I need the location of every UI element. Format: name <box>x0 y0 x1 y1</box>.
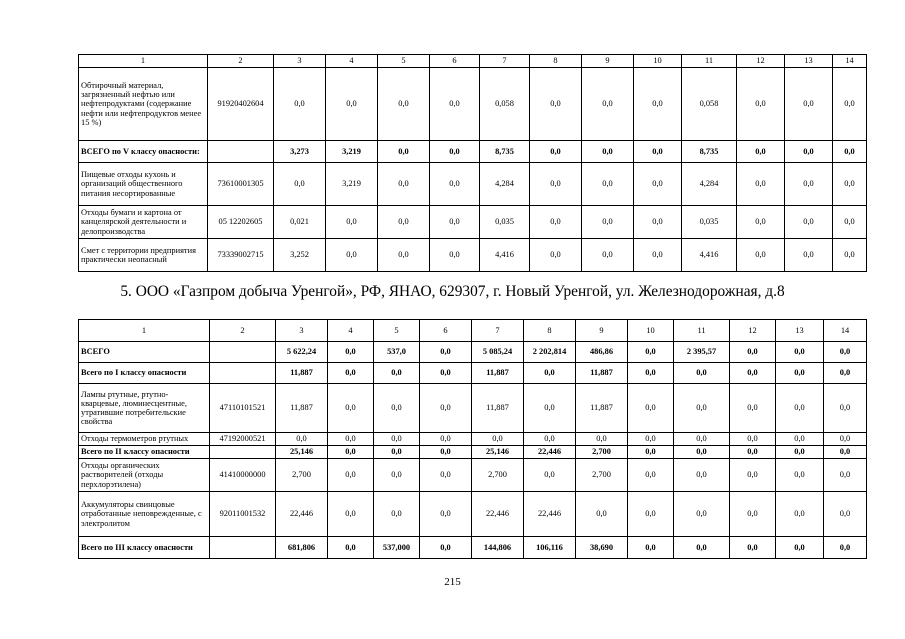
table-row <box>79 492 867 537</box>
value-cell: 11,887 <box>276 363 328 384</box>
value-cell: 0,0 <box>524 433 576 446</box>
value-cell: 0,0 <box>634 68 682 141</box>
value-cell: 0,0 <box>374 459 420 492</box>
value-cell: 0,0 <box>374 433 420 446</box>
value-cell: 0,0 <box>824 492 867 537</box>
column-header: 9 <box>576 320 628 342</box>
value-cell: 11,887 <box>576 384 628 433</box>
value-cell: 0,0 <box>420 492 472 537</box>
value-cell: 0,0 <box>628 342 674 363</box>
value-cell: 4,416 <box>682 239 737 272</box>
value-cell: 3,273 <box>274 141 326 163</box>
value-cell: 2,700 <box>576 446 628 459</box>
value-cell: 0,0 <box>674 459 730 492</box>
value-cell: 0,0 <box>530 163 582 206</box>
waste-name-cell: Всего по II классу опасности <box>79 446 210 459</box>
column-header: 6 <box>430 55 480 68</box>
waste-code-cell: 91920402604 <box>208 68 274 141</box>
value-cell: 0,0 <box>582 206 634 239</box>
value-cell: 0,0 <box>776 446 824 459</box>
value-cell: 2,700 <box>276 459 328 492</box>
table-row <box>79 239 867 272</box>
column-header: 12 <box>737 55 785 68</box>
value-cell: 0,058 <box>682 68 737 141</box>
value-cell: 0,0 <box>737 141 785 163</box>
value-cell: 5 622,24 <box>276 342 328 363</box>
column-header: 13 <box>785 55 833 68</box>
value-cell: 0,0 <box>730 537 776 559</box>
table-row <box>79 206 867 239</box>
waste-name-cell: ВСЕГО <box>79 342 210 363</box>
value-cell: 0,0 <box>730 433 776 446</box>
waste-name-cell: Отходы органических растворителей (отходы перхлорэтилена) <box>79 459 210 492</box>
value-cell: 0,0 <box>628 433 674 446</box>
waste-code-cell: 73610001305 <box>208 163 274 206</box>
table-row <box>79 433 867 446</box>
value-cell: 0,0 <box>420 459 472 492</box>
column-header: 10 <box>628 320 674 342</box>
column-header: 9 <box>582 55 634 68</box>
value-cell: 22,446 <box>524 492 576 537</box>
value-cell: 0,0 <box>824 433 867 446</box>
value-cell: 0,0 <box>628 446 674 459</box>
value-cell: 0,0 <box>634 206 682 239</box>
value-cell: 22,446 <box>524 446 576 459</box>
column-header: 4 <box>326 55 378 68</box>
value-cell: 0,0 <box>674 446 730 459</box>
column-header: 8 <box>530 55 582 68</box>
value-cell: 3,219 <box>326 163 378 206</box>
value-cell: 0,0 <box>326 239 378 272</box>
value-cell: 0,0 <box>730 459 776 492</box>
table-row <box>79 384 867 433</box>
value-cell: 0,0 <box>737 239 785 272</box>
value-cell: 0,0 <box>785 141 833 163</box>
value-cell: 0,0 <box>833 206 867 239</box>
value-cell: 25,146 <box>276 446 328 459</box>
value-cell: 2,700 <box>472 459 524 492</box>
value-cell: 0,0 <box>785 206 833 239</box>
column-header: 4 <box>328 320 374 342</box>
value-cell: 0,0 <box>326 68 378 141</box>
waste-name-cell: Отходы бумаги и картона от канцелярской деятельности и делопроизводства <box>79 206 208 239</box>
value-cell: 3,252 <box>274 239 326 272</box>
value-cell: 0,0 <box>276 433 328 446</box>
waste-name-cell: Всего по III классу опасности <box>79 537 210 559</box>
value-cell: 106,116 <box>524 537 576 559</box>
value-cell: 0,0 <box>776 492 824 537</box>
value-cell: 0,0 <box>730 492 776 537</box>
value-cell: 0,0 <box>576 492 628 537</box>
column-header: 6 <box>420 320 472 342</box>
table-row <box>79 363 867 384</box>
value-cell: 8,735 <box>480 141 530 163</box>
column-header: 1 <box>79 55 208 68</box>
waste-name-cell: Пищевые отходы кухонь и организаций общественного питания несортированные <box>79 163 208 206</box>
value-cell: 0,0 <box>378 239 430 272</box>
table-header-row <box>79 55 867 68</box>
value-cell: 0,0 <box>582 239 634 272</box>
value-cell: 0,0 <box>430 68 480 141</box>
table-header-row <box>79 320 867 342</box>
value-cell: 0,0 <box>824 459 867 492</box>
table-row <box>79 342 867 363</box>
column-header: 2 <box>210 320 276 342</box>
column-header: 7 <box>472 320 524 342</box>
waste-code-cell <box>210 537 276 559</box>
value-cell: 0,0 <box>730 384 776 433</box>
value-cell: 0,0 <box>374 384 420 433</box>
value-cell: 11,887 <box>576 363 628 384</box>
value-cell: 0,0 <box>582 141 634 163</box>
waste-code-cell: 47110101521 <box>210 384 276 433</box>
value-cell: 0,0 <box>472 433 524 446</box>
value-cell: 0,0 <box>824 363 867 384</box>
waste-name-cell: Обтирочный материал, загрязненный нефтью или нефтепродуктами (содержание нефти или нефтепродуктов менее 15 %) <box>79 68 208 141</box>
value-cell: 11,887 <box>472 384 524 433</box>
column-header: 3 <box>274 55 326 68</box>
value-cell: 0,0 <box>628 384 674 433</box>
value-cell: 537,0 <box>374 342 420 363</box>
value-cell: 0,0 <box>730 446 776 459</box>
value-cell: 0,0 <box>674 363 730 384</box>
value-cell: 486,86 <box>576 342 628 363</box>
value-cell: 0,0 <box>326 206 378 239</box>
value-cell: 0,0 <box>524 363 576 384</box>
value-cell: 0,0 <box>378 206 430 239</box>
column-header: 2 <box>208 55 274 68</box>
value-cell: 11,887 <box>472 363 524 384</box>
waste-name-cell: Смет с территории предприятия практически неопасный <box>79 239 208 272</box>
value-cell: 0,0 <box>785 163 833 206</box>
value-cell: 0,0 <box>674 384 730 433</box>
waste-code-cell: 73339002715 <box>208 239 274 272</box>
value-cell: 0,0 <box>530 239 582 272</box>
value-cell: 0,0 <box>274 68 326 141</box>
value-cell: 144,806 <box>472 537 524 559</box>
section-heading: 5. ООО «Газпром добыча Уренгой», РФ, ЯНАО, 629307, г. Новый Уренгой, ул. Железнодорожная, д.8 <box>120 283 785 300</box>
waste-name-cell: Отходы термометров ртутных <box>79 433 210 446</box>
value-cell: 38,690 <box>576 537 628 559</box>
column-header: 11 <box>682 55 737 68</box>
waste-code-cell: 47192000521 <box>210 433 276 446</box>
table-row <box>79 68 867 141</box>
value-cell: 2,700 <box>576 459 628 492</box>
waste-name-cell: Аккумуляторы свинцовые отработанные неповрежденные, с электролитом <box>79 492 210 537</box>
value-cell: 8,735 <box>682 141 737 163</box>
value-cell: 2 202,814 <box>524 342 576 363</box>
column-header: 8 <box>524 320 576 342</box>
value-cell: 0,0 <box>628 363 674 384</box>
value-cell: 0,0 <box>328 433 374 446</box>
table-row <box>79 537 867 559</box>
column-header: 12 <box>730 320 776 342</box>
value-cell: 0,0 <box>328 537 374 559</box>
value-cell: 0,0 <box>582 68 634 141</box>
value-cell: 0,0 <box>776 459 824 492</box>
waste-code-cell <box>210 363 276 384</box>
value-cell: 0,0 <box>328 446 374 459</box>
value-cell: 0,0 <box>530 206 582 239</box>
waste-code-cell <box>208 141 274 163</box>
value-cell: 0,0 <box>628 537 674 559</box>
value-cell: 0,0 <box>785 68 833 141</box>
value-cell: 0,0 <box>737 68 785 141</box>
value-cell: 0,0 <box>430 141 480 163</box>
value-cell: 0,0 <box>420 363 472 384</box>
value-cell: 0,0 <box>824 446 867 459</box>
waste-name-cell: Всего по I классу опасности <box>79 363 210 384</box>
column-header: 1 <box>79 320 210 342</box>
value-cell: 0,0 <box>634 163 682 206</box>
value-cell: 0,0 <box>776 384 824 433</box>
value-cell: 2 395,57 <box>674 342 730 363</box>
value-cell: 0,0 <box>420 342 472 363</box>
value-cell: 0,0 <box>674 537 730 559</box>
value-cell: 0,0 <box>674 492 730 537</box>
column-header: 5 <box>374 320 420 342</box>
value-cell: 0,0 <box>824 384 867 433</box>
column-header: 14 <box>824 320 867 342</box>
value-cell: 0,0 <box>628 459 674 492</box>
value-cell: 0,0 <box>328 459 374 492</box>
value-cell: 0,035 <box>682 206 737 239</box>
column-header: 11 <box>674 320 730 342</box>
waste-code-cell: 05 12202605 <box>208 206 274 239</box>
value-cell: 11,887 <box>276 384 328 433</box>
value-cell: 0,0 <box>628 492 674 537</box>
value-cell: 0,0 <box>374 363 420 384</box>
column-header: 5 <box>378 55 430 68</box>
value-cell: 0,0 <box>328 492 374 537</box>
value-cell: 3,219 <box>326 141 378 163</box>
value-cell: 0,0 <box>374 492 420 537</box>
value-cell: 0,0 <box>833 68 867 141</box>
value-cell: 0,0 <box>524 384 576 433</box>
value-cell: 25,146 <box>472 446 524 459</box>
value-cell: 0,0 <box>530 68 582 141</box>
waste-name-cell: Лампы ртутные, ртутно-кварцевые, люминесцентные, утратившие потребительские свойства <box>79 384 210 433</box>
value-cell: 0,058 <box>480 68 530 141</box>
value-cell: 0,0 <box>328 342 374 363</box>
value-cell: 0,0 <box>582 163 634 206</box>
value-cell: 0,0 <box>737 206 785 239</box>
value-cell: 0,0 <box>634 239 682 272</box>
value-cell: 0,0 <box>328 363 374 384</box>
column-header: 13 <box>776 320 824 342</box>
value-cell: 681,806 <box>276 537 328 559</box>
value-cell: 22,446 <box>276 492 328 537</box>
table-row <box>79 446 867 459</box>
value-cell: 0,0 <box>420 433 472 446</box>
value-cell: 0,0 <box>776 342 824 363</box>
column-header: 10 <box>634 55 682 68</box>
value-cell: 537,000 <box>374 537 420 559</box>
value-cell: 0,0 <box>274 163 326 206</box>
value-cell: 0,0 <box>328 384 374 433</box>
waste-code-cell: 41410000000 <box>210 459 276 492</box>
value-cell: 4,284 <box>480 163 530 206</box>
value-cell: 0,0 <box>430 239 480 272</box>
table-row <box>79 141 867 163</box>
value-cell: 5 085,24 <box>472 342 524 363</box>
value-cell: 0,0 <box>833 239 867 272</box>
value-cell: 0,0 <box>420 384 472 433</box>
value-cell: 0,0 <box>524 459 576 492</box>
value-cell: 0,0 <box>634 141 682 163</box>
value-cell: 0,0 <box>378 141 430 163</box>
waste-name-cell: ВСЕГО по V классу опасности: <box>79 141 208 163</box>
column-header: 3 <box>276 320 328 342</box>
waste-code-cell <box>210 342 276 363</box>
column-header: 7 <box>480 55 530 68</box>
value-cell: 0,0 <box>824 537 867 559</box>
value-cell: 0,0 <box>420 446 472 459</box>
value-cell: 0,0 <box>730 363 776 384</box>
table-row <box>79 163 867 206</box>
value-cell: 0,0 <box>530 141 582 163</box>
value-cell: 0,0 <box>824 342 867 363</box>
value-cell: 0,0 <box>674 433 730 446</box>
value-cell: 0,0 <box>833 141 867 163</box>
value-cell: 0,0 <box>378 163 430 206</box>
value-cell: 0,0 <box>737 163 785 206</box>
value-cell: 0,0 <box>833 163 867 206</box>
waste-table-gazprom <box>78 319 867 559</box>
waste-code-cell: 92011001532 <box>210 492 276 537</box>
value-cell: 0,0 <box>730 342 776 363</box>
value-cell: 4,416 <box>480 239 530 272</box>
value-cell: 0,0 <box>576 433 628 446</box>
value-cell: 0,0 <box>420 537 472 559</box>
value-cell: 0,0 <box>430 163 480 206</box>
value-cell: 0,0 <box>374 446 420 459</box>
column-header: 14 <box>833 55 867 68</box>
waste-code-cell <box>210 446 276 459</box>
value-cell: 0,0 <box>378 68 430 141</box>
value-cell: 22,446 <box>472 492 524 537</box>
waste-table-continuation <box>78 54 867 272</box>
page-number: 215 <box>444 576 461 588</box>
value-cell: 0,035 <box>480 206 530 239</box>
value-cell: 0,0 <box>776 433 824 446</box>
value-cell: 0,021 <box>274 206 326 239</box>
value-cell: 0,0 <box>430 206 480 239</box>
value-cell: 0,0 <box>776 363 824 384</box>
value-cell: 4,284 <box>682 163 737 206</box>
table-row <box>79 459 867 492</box>
value-cell: 0,0 <box>776 537 824 559</box>
value-cell: 0,0 <box>785 239 833 272</box>
